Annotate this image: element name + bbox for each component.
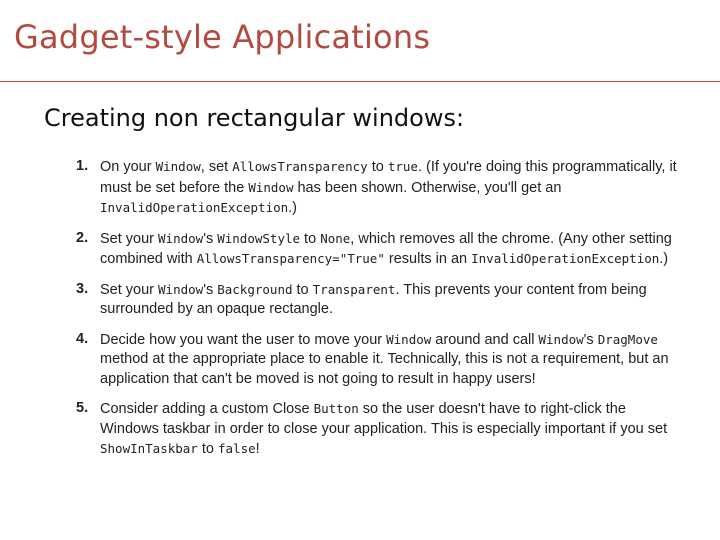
step-text-segment: , set	[200, 159, 233, 175]
step-text-segment: so the user doesn't have to right-click the Windows taskbar in order to close your application. This is especially important if you set	[100, 401, 668, 437]
step-text-segment: . (If you're doing this programmatically, it must be set before the	[100, 159, 677, 196]
code-token: true	[387, 159, 418, 174]
step-text-segment: Set your	[100, 281, 159, 298]
step-text	[100, 330, 686, 390]
step-text	[100, 399, 686, 460]
code-token: Window	[386, 331, 432, 347]
step-item	[76, 399, 686, 460]
step-text-segment: to	[292, 281, 313, 298]
code-token: None	[320, 230, 351, 246]
slide-title: Gadget-style Applications	[14, 18, 431, 56]
step-text-segment: method at the appropriate place to enable it. Technically, this is not a requirement, but an application that can't be moved is not going to result in happy users!	[100, 351, 669, 387]
step-number: 5.	[76, 400, 89, 416]
code-token: ShowInTaskbar	[100, 441, 198, 456]
step-item	[76, 157, 686, 219]
step-text-segment: 's	[203, 230, 218, 247]
code-token: Background	[217, 281, 293, 297]
step-text-segment: to	[197, 441, 218, 457]
code-token: Button	[313, 401, 359, 416]
step-item	[76, 330, 686, 390]
code-token: AllowsTransparency="True"	[196, 251, 385, 266]
step-text	[100, 280, 686, 320]
step-text-segment: !	[255, 441, 260, 457]
step-number: 1.	[76, 158, 89, 174]
step-text-segment: 's	[583, 331, 598, 348]
step-text-segment: On your	[100, 159, 156, 175]
step-text-segment: . This prevents your content from being surrounded by an opaque rectangle.	[100, 281, 647, 317]
code-token: AllowsTransparency	[232, 159, 368, 174]
step-text-segment: .)	[288, 200, 298, 216]
code-token: Window	[155, 159, 201, 174]
step-text-segment: has been shown. Otherwise, you'll get an	[293, 179, 562, 196]
code-token: Window	[158, 230, 204, 246]
step-text-segment: around and call	[431, 331, 539, 348]
code-token: WindowStyle	[217, 230, 301, 246]
step-item	[76, 280, 686, 320]
title-divider-tab	[698, 81, 720, 86]
step-number: 4.	[76, 330, 89, 347]
step-text	[100, 229, 686, 270]
slide-subtitle: Creating non rectangular windows:	[44, 104, 465, 132]
step-text-segment: 's	[203, 281, 218, 298]
step-text-segment: to	[300, 230, 321, 247]
step-text-segment: , which removes all the chrome. (Any other setting combined with	[100, 230, 672, 267]
title-divider	[0, 81, 700, 82]
code-token: Transparent	[312, 281, 396, 297]
code-token: InvalidOperationException	[100, 200, 289, 215]
step-item	[76, 229, 686, 270]
code-token: Window	[248, 179, 294, 195]
step-text-segment: to	[367, 159, 388, 175]
step-text-segment: Decide how you want the user to move your	[100, 331, 387, 348]
step-number: 2.	[76, 229, 89, 246]
code-token: InvalidOperationException	[471, 251, 660, 266]
step-text-segment: Set your	[100, 230, 159, 247]
step-number: 3.	[76, 280, 89, 297]
step-text-segment: results in an	[384, 251, 472, 267]
step-text	[100, 157, 686, 219]
code-token: Window	[538, 331, 584, 347]
step-text-segment: Consider adding a custom Close	[100, 401, 314, 417]
step-text-segment: .)	[659, 251, 669, 267]
code-token: false	[218, 441, 256, 456]
steps-list	[76, 157, 686, 470]
code-token: DragMove	[597, 331, 658, 347]
code-token: Window	[158, 281, 204, 297]
